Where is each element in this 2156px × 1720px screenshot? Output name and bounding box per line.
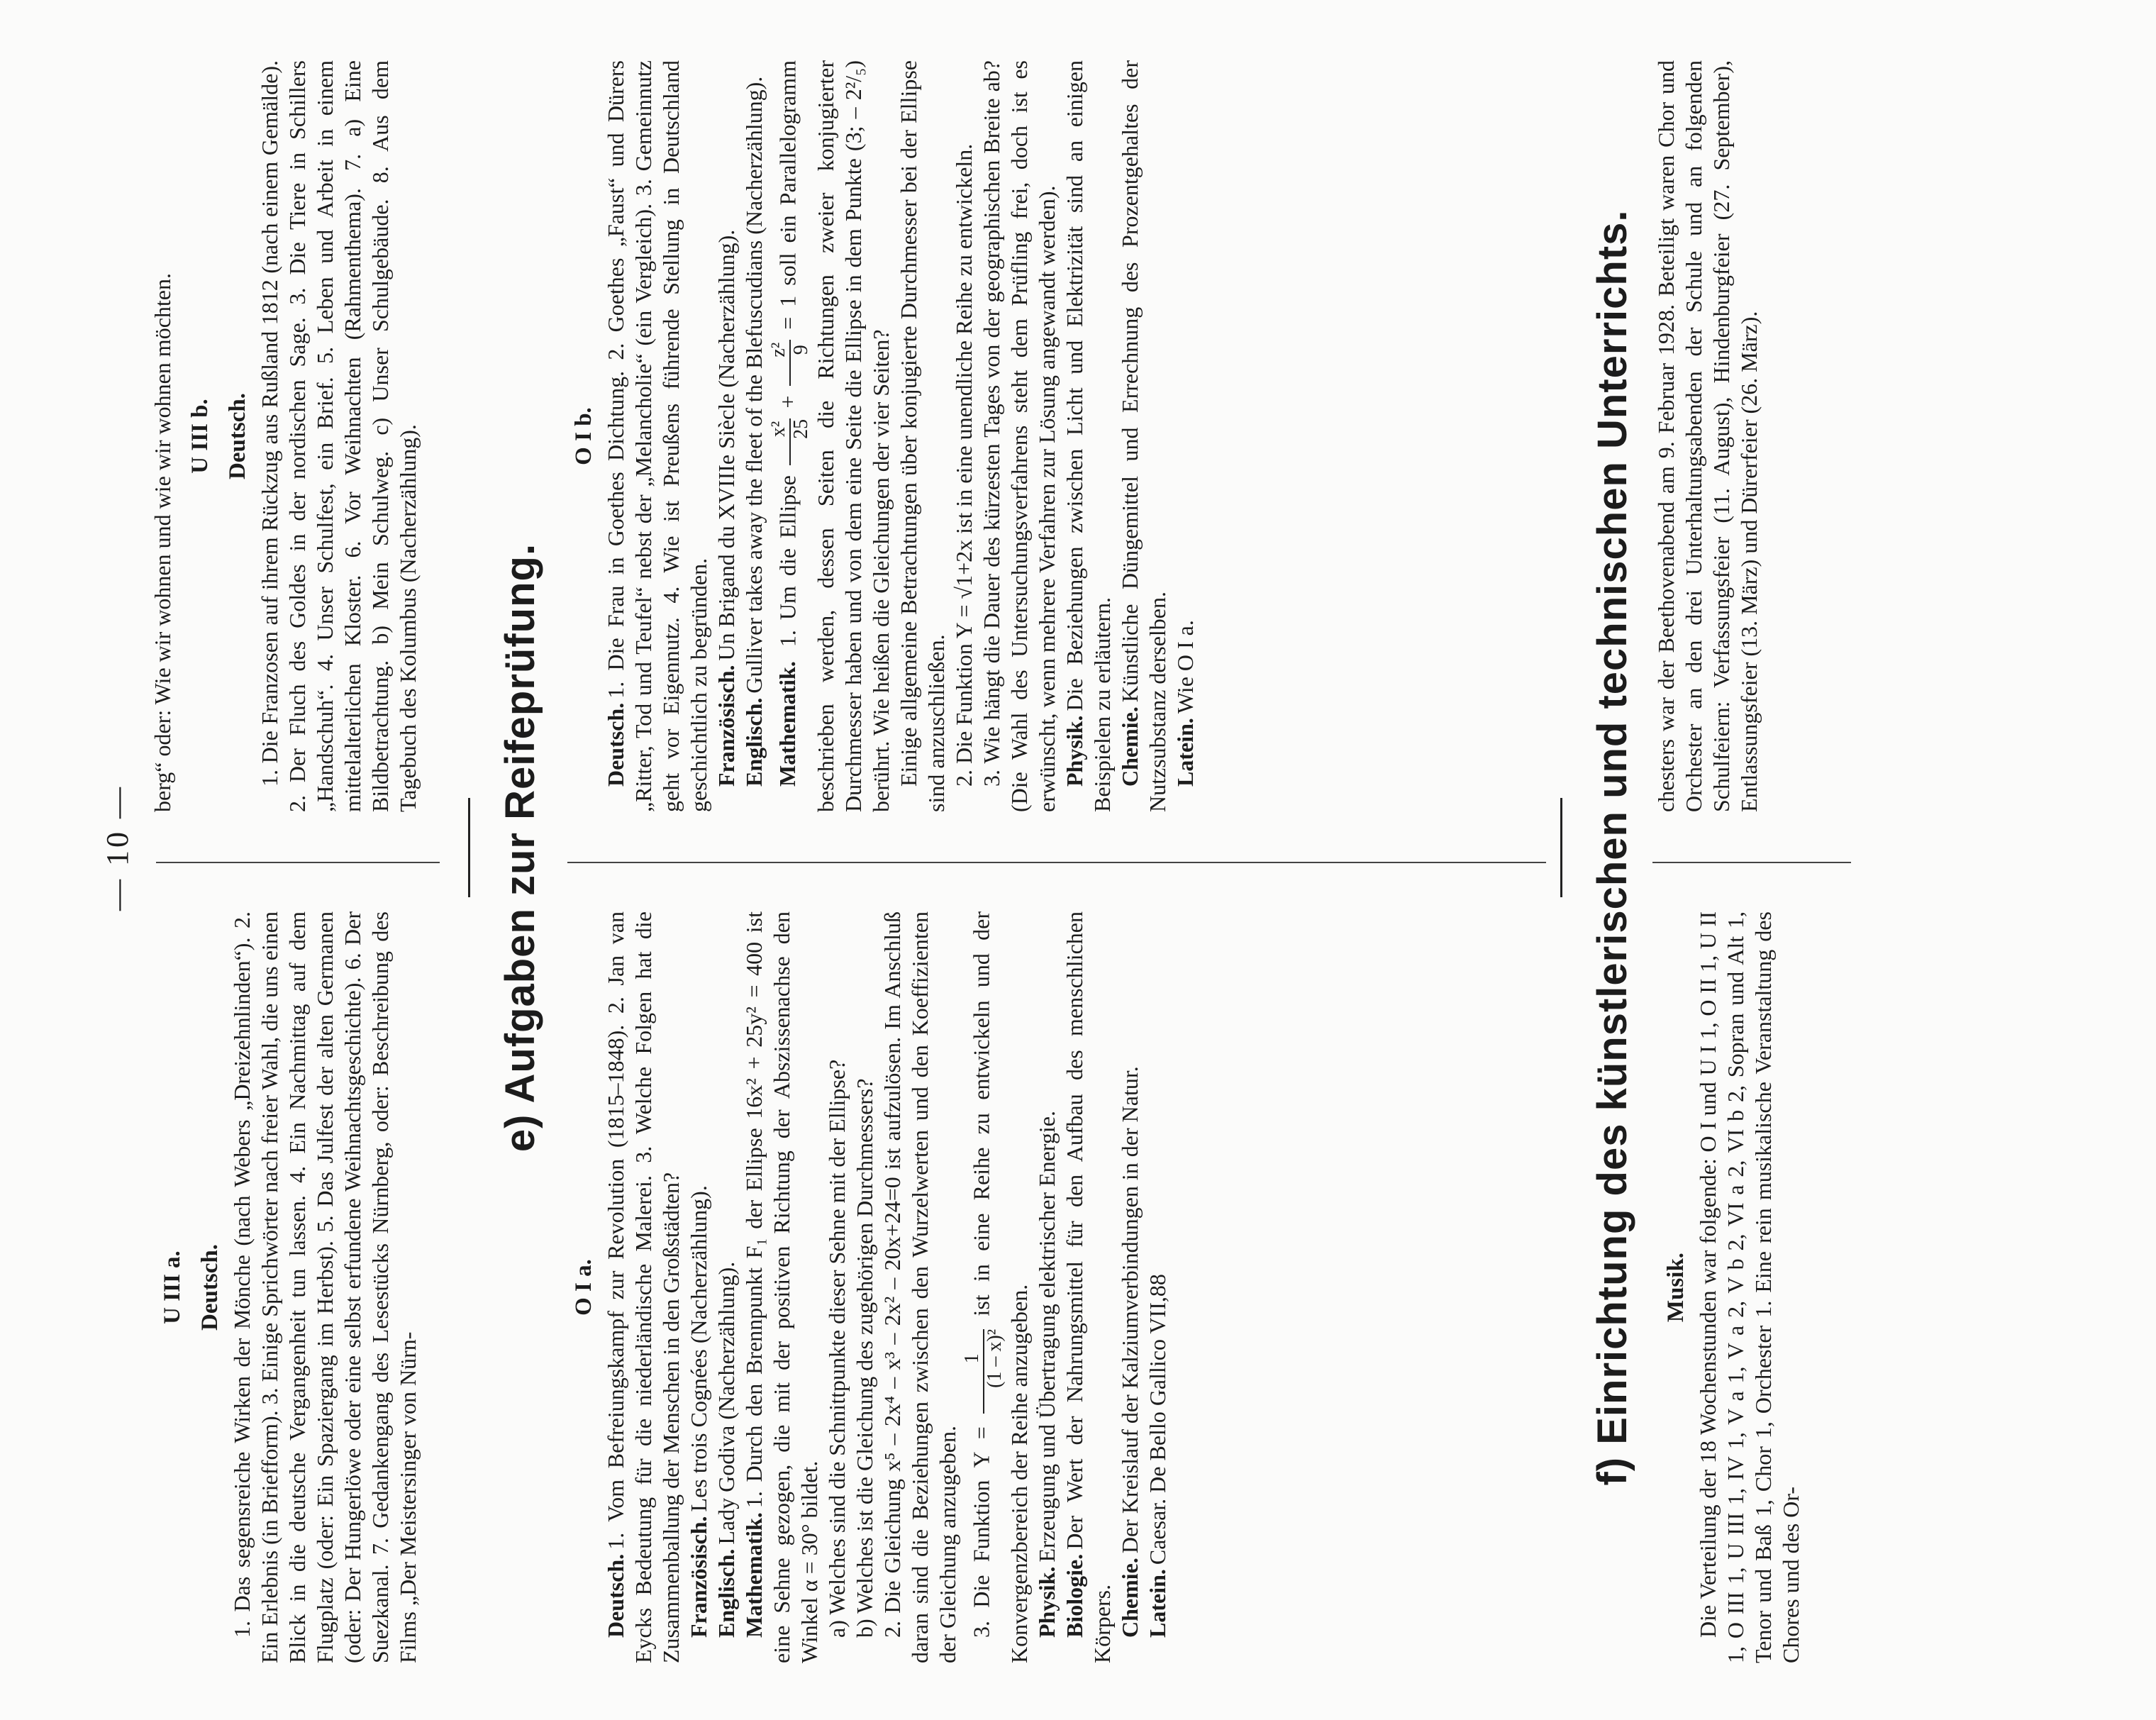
class-heading: U III b.	[187, 399, 213, 474]
subject-text: Les trois Cognées (Nacherzählung).	[686, 1185, 711, 1512]
subject-entry	[685, 911, 713, 1663]
fraction-denominator: 9	[790, 345, 812, 355]
math-text: = 1 soll ein Parallelogramm beschrieben werden, dessen Seiten die Richtungen zweier konjugierter Durchmesser haben und von dem eine Seite die Ellipse in dem Punkte (3; – 2²/₅) berührt. Wie heißen die Gleichungen der vier Seiten?	[774, 60, 894, 812]
column-divider	[567, 862, 1546, 863]
subject-label: Mathematik.	[741, 1512, 767, 1638]
subject-text: Lady Godiva (Nacherzählung).	[713, 1261, 739, 1545]
subject-text: Die Beziehungen zwischen Licht und Elektrizität sind an einigen Beispielen zu erläutern.	[1062, 60, 1115, 812]
fraction-numerator: x²	[768, 418, 791, 465]
subject-entry	[740, 911, 823, 1663]
u3b-topics: 1. Die Franzosen auf ihrem Rückzug aus Rußland 1812 (nach einem Gemälde). 2. Der Fluch des Goldes in der nordischen Sage. 3. Die Tiere in Schillers „Handschuh“. 4. Unser Schulfest, ein Brief. 5. Leben und Arbeit in einem mittelalterlichen Kloster. 6. Vor Weihnachten (Rahmenthema). 7. a) Eine Bildbetrachtung. b) Mein Schulweg. c) Unser Schulgebäude. 8. Aus dem Tagebuch des Kolumbus (Nacherzählung).	[257, 60, 421, 812]
subject-label: Biologie.	[1062, 1553, 1087, 1638]
section-rule	[468, 798, 470, 897]
subject-entry	[1116, 60, 1172, 812]
class-heading: O I a.	[571, 1259, 596, 1316]
subject-entry	[1144, 911, 1172, 1663]
subject-text: Gulliver takes away the fleet of the Blefuscudians (Nacherzählung).	[741, 76, 767, 694]
fraction	[768, 340, 812, 386]
math-text: 1. Um die Ellipse	[774, 475, 801, 648]
subject-label: Physik.	[1034, 1566, 1060, 1638]
math-task: Einige allgemeine Betrachtungen über konjugierte Durchmesser bei der Ellipse sind anzuschließen.	[896, 60, 949, 812]
u3b-column	[149, 60, 422, 812]
math-subtask: b) Welches ist die Gleichung des zugehörigen Durchmessers?	[852, 1078, 877, 1638]
subject-heading: Musik.	[1663, 1252, 1689, 1323]
subject-text: Wie O I a.	[1172, 620, 1198, 714]
subject-entry	[1116, 911, 1144, 1663]
subject-entry	[740, 60, 768, 812]
music-text-continued: chesters war der Beethovenabend am 9. Februar 1928. Beteiligt waren Chor und Orchester an den drei Unterhaltungsabenden der Schule und an folgenden Schulfeiern: Verfassungsfeier (11. August), Hindenburgfeier (27. September), Entlassungsfeier (13. März) und Dürerfeier (26. März).	[1653, 60, 1762, 812]
subject-label: Englisch.	[741, 697, 767, 787]
section-f-heading: f) Einrichtung des künstlerischen und technischen Unterrichts.	[1589, 209, 1635, 1486]
class-heading: O I b.	[571, 407, 596, 465]
math-task: 1. Durch den Brennpunkt F₁ der Ellipse 16x² + 25y² = 400 ist eine Sehne gezogen, die mit der positiven Richtung der Abszissenachse den Winkel α = 30° bildet.	[741, 911, 822, 1663]
subject-entry	[713, 60, 740, 812]
rotated-page	[99, 32, 2071, 1663]
column-divider	[1652, 862, 1851, 863]
subject-text: 1. Die Frau in Goethes Dichtung. 2. Goethes „Faust“ und Dürers „Ritter, Tod und Teufel“ nebst der „Melancholie“ (ein Vergleich). 3. Gemeinnutz geht vor Eigennutz. 4. Wie ist Preußens führende Stellung in Deutschland geschichtlich zu begründen.	[603, 60, 711, 812]
u3a-topics: 1. Das segensreiche Wirken der Mönche (nach Webers „Dreizehnlinden“). 2. Ein Erlebnis (in Briefform). 3. Einige Sprichwörter nach freier Wahl, die uns einen Blick in die deutsche Vergangenheit tun lassen. 4. Ein Nachmittag auf dem Flugplatz (oder: Ein Spaziergang im Herbst). 5. Das Julfest der alten Germanen (oder: Der Hungerlöwe oder eine selbst erfundene Weihnachtsgeschichte). 6. Der Suezkanal. 7. Gedankengang des Lesestücks Nürnberg, oder: Beschreibung des Films „Der Meistersinger von Nürn-	[229, 911, 421, 1663]
subject-label: Latein.	[1172, 718, 1198, 787]
subject-text: Un Brigand du XVIIIe Siècle (Nacherzählung).	[713, 229, 739, 661]
subject-label: Latein.	[1145, 1569, 1170, 1638]
subject-entry	[713, 911, 740, 1663]
subject-label: Englisch.	[713, 1548, 739, 1638]
subject-label: Chemie.	[1117, 1558, 1143, 1638]
subject-entry	[1033, 911, 1061, 1663]
class-heading: U III a.	[160, 1250, 185, 1324]
subject-text: Der Wert der Nahrungsmittel für den Aufbau des menschlichen Körpers.	[1062, 911, 1115, 1663]
subject-label: Französisch.	[686, 1516, 711, 1638]
subject-heading: Deutsch.	[197, 1244, 223, 1331]
page-number: — 10 —	[100, 784, 135, 911]
subject-label: Französisch.	[713, 665, 739, 787]
math-subtask: a) Welches sind die Schnittpunkte dieser Sehne mit der Ellipse?	[824, 1059, 850, 1638]
subject-entry	[1172, 60, 1199, 812]
math-text: ist in eine Reihe zu entwickeln und der Konvergenzbereich der Reihe anzugeben.	[968, 911, 1032, 1663]
fraction	[768, 418, 812, 465]
subject-entry	[1061, 911, 1116, 1663]
subject-text: 1. Vom Befreiungskampf zur Revolution (1815–1848). 2. Jan van Eycks Bedeutung für die niederländische Malerei. 3. Welche Folgen hat die Zusammenballung der Menschen in den Großstädten?	[603, 911, 684, 1663]
subject-entry	[602, 911, 685, 1663]
o1b-column	[560, 60, 1199, 812]
subject-label: Physik.	[1062, 715, 1087, 787]
music-column	[1652, 911, 1805, 1663]
fraction-numerator: 1	[962, 1329, 984, 1414]
math-task: 2. Die Funktion Y = √1+2x ist in eine unendliche Reihe zu entwickeln.	[951, 143, 977, 787]
o1a-column	[560, 911, 1172, 1663]
subject-label: Deutsch.	[603, 1553, 628, 1638]
math-task: 2. Die Gleichung x⁵ – 2x⁴ – x³ – 2x² – 20x+24=0 ist aufzulösen. Im Anschluß daran sind die Beziehungen zwischen den Wurzelwerten und den Koeffizienten der Gleichung anzugeben.	[879, 911, 960, 1663]
subject-text: Erzeugung und Übertragung elektrischer Energie.	[1034, 1111, 1060, 1563]
subject-heading: Deutsch.	[225, 393, 250, 479]
u3a-column	[149, 911, 422, 1663]
math-task: 3. Wie hängt die Dauer des kürzesten Tages von der geographischen Breite ab? (Die Wahl des Untersuchungsverfahrens steht dem Prüfling frei, doch ist es erwünscht, wenn mehrere Verfahren zur Lösung angewandt werden).	[979, 60, 1060, 812]
fraction-denominator: 25	[790, 418, 812, 439]
music-text: Die Verteilung der 18 Wochenstunden war folgende: O I und U I 1, O II 1, U II 1, O III 1, U III 1, IV 1, V a 1, V a 2, V b 2, VI a 2, VI b 2, Sopran und Alt 1, Tenor und Baß 1, Chor 1, Orchester 1. Eine rein musikalische Veranstaltung des Chores und des Or-	[1695, 911, 1804, 1663]
math-task-3	[962, 911, 1033, 1663]
subject-text: Der Kreislauf der Kalziumverbindungen in der Natur.	[1117, 1066, 1143, 1554]
section-e-heading: e) Aufgaben zur Reifeprüfung.	[497, 543, 543, 1153]
subject-label: Deutsch.	[603, 702, 628, 787]
continuation-text: berg“ oder: Wie wir wohnen und wie wir wohnen möchten.	[150, 273, 175, 812]
math-task-1: Mathematik. 1. Um die Ellipse x² 25 + z² 9 = 1 soll ein Parallelogramm beschrieben werden, dessen Seiten die Richtungen zweier konjugierter Durchmesser haben und von dem eine Seite die Ellipse in dem Punkte (3; – 2²/₅) berührt. Wie heißen die Gleichungen der vier Seiten?	[767, 60, 894, 812]
subject-label: Chemie.	[1117, 706, 1143, 787]
subject-text: Caesar. De Bello Gallico VII,88	[1145, 1274, 1170, 1565]
fraction	[962, 1329, 1006, 1414]
subject-label: Mathematik.	[774, 661, 801, 787]
fraction-denominator: (1 – x)²	[984, 1328, 1006, 1388]
fraction-numerator: z²	[768, 340, 791, 386]
section-rule	[1560, 798, 1562, 897]
subject-text: Künstliche Düngemittel und Errechnung des Prozentgehaltes der Nutzsubstanz derselben.	[1117, 60, 1170, 812]
math-text: 3. Die Funktion Y =	[968, 1426, 994, 1638]
subject-entry	[602, 60, 713, 812]
subject-entry	[1061, 60, 1116, 812]
music-continuation-column	[1652, 60, 1763, 812]
column-divider	[156, 862, 440, 863]
